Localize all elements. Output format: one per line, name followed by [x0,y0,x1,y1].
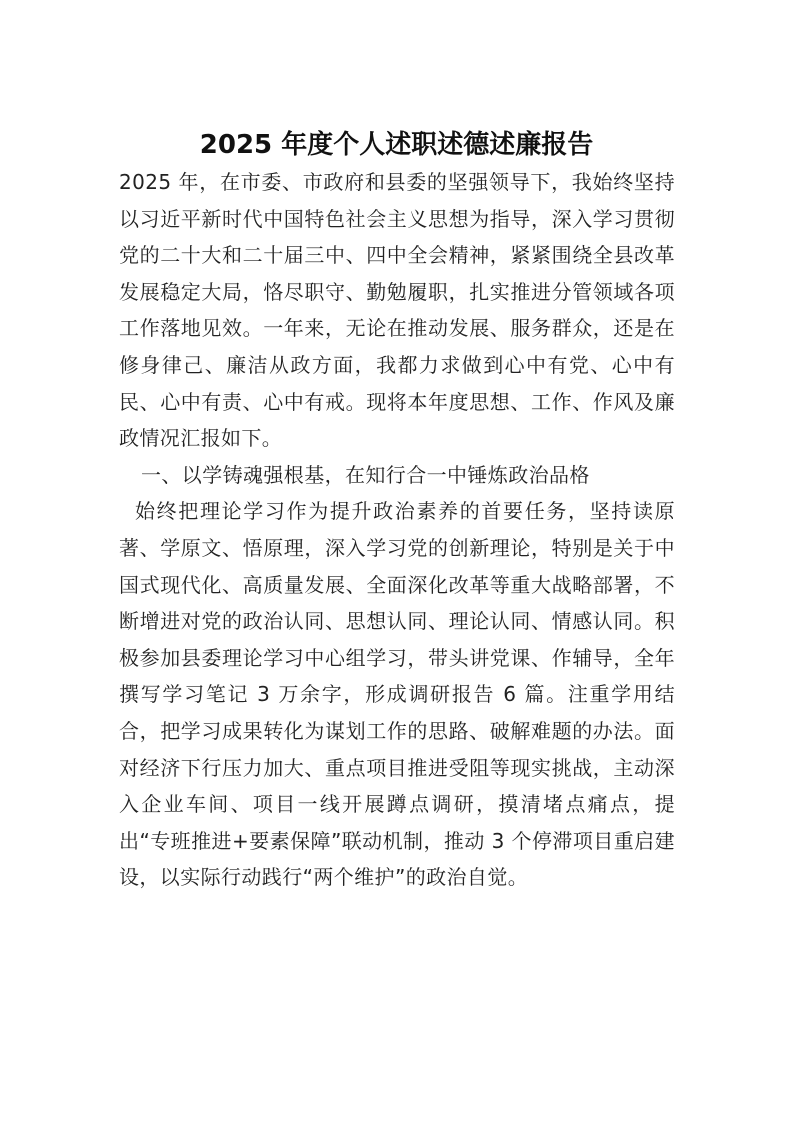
section-heading: 一、以学铸魂强根基，在知行合一中锤炼政治品格 [141,462,590,487]
document-title: 2025 年度个人述职述德述廉报告 [199,130,594,160]
intro-paragraph: 2025 年，在市委、市政府和县委的坚强领导下，我始终坚持以习近平新时代中国特色社会主义思想为指导，深入学习贯彻党的二十大和二十届三中、四中全会精神，紧紧围绕全县改革发展稳定大局，恪尽职守、勤勉履职，扎实推进分管领域各项工作落地见效。一年来，无论在推动发展、服务群众，还是在修身律己、廉洁从政方面，我都力求做到心中有党、心中有民、心中有责、心中有戒。现将本年度思想、工作、作风及廉政情况汇报如下。 [119,170,675,451]
section-paragraph: 始终把理论学习作为提升政治素养的首要任务，坚持读原著、学原文、悟原理，深入学习党的创新理论，特别是关于中国式现代化、高质量发展、全面深化改革等重大战略部署，不断增进对党的政治认同、思想认同、理论认同、情感认同。积极参加县委理论学习中心组学习，带头讲党课、作辅导，全年撰写学习笔记 3 万余字，形成调研报告 6 篇。注重学用结合，把学习成果转化为谋划工作的思路、破解难题的办法。面对经济下行压力加大、重点项目推进受阻等现实挑战，主动深入企业车间、项目一线开展蹲点调研，摸清堵点痛点，提出“专班推进+要素保障”联动机制，推动 3 个停滞项目重启建设，以实际行动践行“两个维护”的政治自觉。 [119,499,675,890]
document-body [119,164,675,896]
